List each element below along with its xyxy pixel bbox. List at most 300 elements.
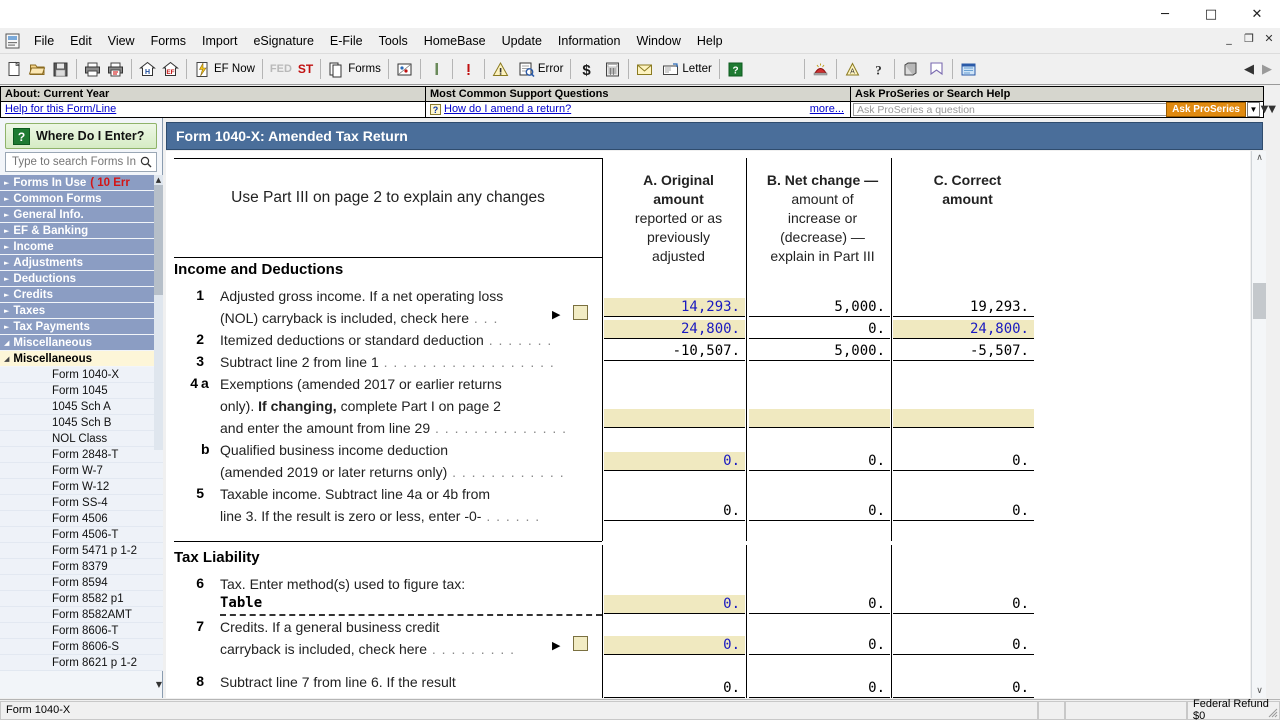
alarm-icon <box>812 61 829 78</box>
status-cell-2 <box>1038 701 1065 720</box>
svg-text:?: ? <box>875 62 882 77</box>
sidebar-category-ef-banking[interactable] <box>0 223 163 239</box>
toolbar-st-button[interactable] <box>295 56 316 82</box>
error-warning-icon <box>492 61 509 78</box>
sidebar-form-item[interactable]: Form 5471 p 1-2 <box>0 543 163 559</box>
forms-search-input[interactable] <box>10 155 138 169</box>
where-do-i-enter-wrap <box>0 118 162 152</box>
menu-item-file[interactable]: File <box>34 33 55 48</box>
toolbar-new-button[interactable] <box>3 56 26 82</box>
line-3-col-a-value[interactable]: -10,507. <box>604 342 745 361</box>
line-7-arrow-icon: ▶ <box>552 639 561 652</box>
sidebar-form-item[interactable]: Form 1045 <box>0 383 163 399</box>
sidebar-form-item[interactable]: Form 8621 p 1-2 <box>0 655 163 671</box>
toolbar-help-button[interactable] <box>867 56 890 82</box>
line-2-text-a: Itemized deductions or standard deduction <box>220 332 484 348</box>
where-do-i-enter-icon <box>727 61 744 78</box>
form-scroll-down-button[interactable]: ∨ <box>1256 686 1263 696</box>
toolbar-invoice-label: Letter <box>682 63 712 75</box>
status-form-name: Form 1040-X <box>0 701 1038 720</box>
mdi-close-button[interactable]: ✕ <box>1264 32 1274 45</box>
letter-envelope-icon <box>636 61 653 78</box>
sidebar-category-general-info[interactable] <box>0 207 163 223</box>
menu-item-efile[interactable]: E-File <box>329 33 363 48</box>
sidebar-scroll-down-button[interactable]: ▼ <box>155 680 162 689</box>
ask-proseries-input[interactable]: Ask ProSeries a question <box>853 103 1173 116</box>
line-4a-number: 4 <box>190 375 198 391</box>
line-3-col-c-value[interactable]: -5,507. <box>893 342 1034 361</box>
column-a-sub-1: reported or as <box>634 210 723 226</box>
menu-item-help[interactable]: Help <box>696 33 723 48</box>
nav-prev-button[interactable]: ◀ <box>1244 61 1254 77</box>
ask-proseries-panel <box>851 86 1264 118</box>
column-header-a <box>608 171 749 266</box>
line-7-credit-carryback-checkbox[interactable] <box>573 636 588 651</box>
toolbar-separator <box>952 59 953 79</box>
sidebar-form-item[interactable]: Form 8379 <box>0 559 163 575</box>
line-1-col-a-value[interactable]: 14,293. <box>604 298 745 317</box>
support-panel-title: Most Common Support Questions <box>426 87 850 102</box>
line-2-col-b-value[interactable]: 0. <box>749 320 890 339</box>
column-rule-a-right-2 <box>746 545 747 698</box>
toolbar-separator <box>804 59 805 79</box>
support-more-link[interactable]: more... <box>809 103 844 115</box>
sidebar-category-deductions[interactable] <box>0 271 163 287</box>
window-close-button[interactable]: ✕ <box>1251 6 1263 22</box>
toolbar-forms-label: Forms <box>348 63 381 75</box>
line-6-text-a: Tax. Enter method(s) used to figure tax: <box>220 576 466 592</box>
chevron-right-icon: ► <box>4 290 10 299</box>
line-8-text-a: Subtract line 7 from line 6. If the result <box>220 674 456 690</box>
svg-text:H: H <box>144 68 151 76</box>
sidebar-category-common-forms[interactable] <box>0 191 163 207</box>
column-header-b <box>752 171 893 266</box>
sidebar-where-do-i-enter-button[interactable] <box>5 123 157 149</box>
line-8-col-a-value[interactable]: 0. <box>604 679 745 698</box>
column-rule-a-left <box>602 158 603 541</box>
toolbar-separator <box>186 59 187 79</box>
sidebar-form-item[interactable]: Form 4506-T <box>0 527 163 543</box>
window-maximize-button[interactable]: □ <box>1204 6 1218 22</box>
open-folder-icon <box>29 61 46 78</box>
toolbar-flag-button[interactable] <box>425 56 448 82</box>
line-7-text-a: Credits. If a general business credit <box>220 619 440 635</box>
sidebar-form-item[interactable]: Form 1040-X <box>0 367 163 383</box>
mdi-window-controls <box>1222 32 1276 45</box>
line-4a-text-b: only). If changing, complete Part I on page 2 <box>220 398 501 414</box>
column-a-sub-3: adjusted <box>652 248 705 264</box>
menu-item-edit[interactable]: Edit <box>70 33 92 48</box>
column-header-c <box>897 171 1038 209</box>
column-a-title-1: A. Original <box>643 172 714 188</box>
where-do-i-enter-icon: ? <box>13 128 30 145</box>
amend-return-question-link[interactable]: How do I amend a return? <box>444 103 572 115</box>
status-federal-refund: Federal Refund $0 <box>1187 701 1280 720</box>
sidebar-form-item[interactable]: Form 4506 <box>0 511 163 527</box>
toolbar-summary-button[interactable] <box>575 56 601 82</box>
toolbar-error-button[interactable] <box>489 56 515 82</box>
print-preview-icon <box>107 61 124 78</box>
toolbar-separator <box>388 59 389 79</box>
line-5-text-a: Taxable income. Subtract line 4a or 4b from <box>220 486 491 502</box>
save-disk-icon <box>52 61 69 78</box>
line-4a-dots: . . . . . . . . . . . . . . <box>430 420 568 436</box>
menu-item-information[interactable]: Information <box>557 33 621 48</box>
help-question-icon <box>870 61 887 78</box>
line-4b-text <box>220 439 565 483</box>
about-panel-body <box>1 102 425 117</box>
toolbar-videos-button[interactable] <box>957 56 983 82</box>
line-6-text <box>220 573 465 595</box>
toolbar-ef-now-label: EF Now <box>214 63 255 75</box>
chevron-down-icon: ◢ <box>4 338 10 347</box>
line-1-col-c-value[interactable]: 19,293. <box>893 298 1034 317</box>
line-3-col-b-value[interactable]: 5,000. <box>749 342 890 361</box>
line-4a-text-c: and enter the amount from line 29 <box>220 420 431 436</box>
chevron-right-icon: ► <box>4 274 10 283</box>
toolbar-where-do-i-enter-button[interactable] <box>724 56 800 82</box>
ask-dropdown-icon[interactable]: ▼ <box>1247 102 1260 117</box>
svg-text:?: ? <box>732 65 739 76</box>
sidebar-form-item[interactable]: NOL Class <box>0 431 163 447</box>
column-b-sub-1: increase or <box>787 210 858 226</box>
toolbar-open-button[interactable] <box>26 56 49 82</box>
mdi-restore-button[interactable]: ❐ <box>1244 32 1254 45</box>
line-4b-col-b-value[interactable]: 0. <box>749 452 890 471</box>
window-controls <box>1142 0 1280 28</box>
review-icon <box>518 61 535 78</box>
toolbar-invoice-button[interactable] <box>659 56 714 82</box>
column-a-sub-2: previously <box>646 229 711 245</box>
sidebar-form-item[interactable]: Form SS-4 <box>0 495 163 511</box>
sidebar-category-label: Credits <box>13 288 54 301</box>
toolbar-separator <box>452 59 453 79</box>
toolbar-alarm-button[interactable] <box>809 56 832 82</box>
line-8-col-c-value[interactable]: 0. <box>893 679 1034 698</box>
line-5-col-b-value[interactable]: 0. <box>749 502 890 521</box>
chevron-right-icon: ► <box>4 258 10 267</box>
svg-text:EF: EF <box>166 68 175 76</box>
line-5-dots: . . . . . . <box>481 508 541 524</box>
toolbar-letter-button[interactable] <box>633 56 659 82</box>
form-scrollbar[interactable] <box>1251 151 1266 698</box>
sidebar-category-label: Taxes <box>13 304 46 317</box>
sidebar-category-label: Miscellaneous <box>13 336 93 349</box>
sidebar-category-label: Adjustments <box>13 256 84 269</box>
question-mark-icon: ? <box>430 104 441 115</box>
sidebar-category-label: General Info. <box>13 208 84 221</box>
help-for-form-line-link[interactable]: Help for this Form/Line <box>5 103 117 115</box>
toolbar-fed-button[interactable] <box>267 56 295 82</box>
line-7-col-a-value[interactable]: 0. <box>604 636 745 655</box>
flag-icon <box>428 61 445 78</box>
line-2-text <box>220 329 552 351</box>
line-5-text-b: line 3. If the result is zero or less, enter -0- <box>220 508 482 524</box>
line-1-arrow-icon: ▶ <box>552 308 561 321</box>
toolbar-separator <box>894 59 895 79</box>
sidebar-form-item[interactable]: Form 8582 p1 <box>0 591 163 607</box>
toolbar-separator <box>320 59 321 79</box>
sidebar-form-item[interactable]: Form 8582AMT <box>0 607 163 623</box>
info-panels-row <box>0 86 1280 118</box>
line-4b-text-a: Qualified business income deduction <box>220 442 449 458</box>
chevron-right-icon: ► <box>4 306 10 315</box>
line-3-text-a: Subtract line 2 from line 1 <box>220 354 379 370</box>
ask-panel-title: Ask ProSeries or Search Help <box>851 87 1263 102</box>
st-icon: ST <box>297 62 314 76</box>
menu-item-import[interactable]: Import <box>202 33 238 48</box>
forms-in-use-error-count: ( 10 Err <box>90 176 130 189</box>
status-cell-3 <box>1065 701 1187 720</box>
menu-item-view[interactable]: View <box>107 33 135 48</box>
sidebar-category-label: Common Forms <box>13 192 102 205</box>
line-1-text-a: Adjusted gross income. If a net operating loss <box>220 288 504 304</box>
sidebar-category-label: Deductions <box>13 272 77 285</box>
sidebar-scrollbar[interactable] <box>154 175 163 450</box>
forms-icon <box>328 61 345 78</box>
line-4b-col-c-value[interactable]: 0. <box>893 452 1034 471</box>
calculator-icon <box>604 61 621 78</box>
sidebar-subgroup-miscellaneous[interactable] <box>0 351 163 367</box>
toolbar-save-button[interactable] <box>49 56 72 82</box>
toolbar-separator <box>420 59 421 79</box>
toolbar-govt-instr-button[interactable] <box>841 56 867 82</box>
line-7-text <box>220 616 515 660</box>
panels-collapse-chevron-icon[interactable]: ▼▼ <box>1260 104 1276 115</box>
line-4a-col-c-value[interactable] <box>893 409 1034 428</box>
sidebar-form-item[interactable]: Form W-7 <box>0 463 163 479</box>
line-6-col-a-value[interactable]: 0. <box>604 595 745 614</box>
line-4a-col-b-value[interactable] <box>749 409 890 428</box>
line-7-number: 7 <box>196 618 204 634</box>
sidebar-category-credits[interactable] <box>0 287 163 303</box>
sidebar-form-item[interactable]: 1045 Sch A <box>0 399 163 415</box>
sidebar-category-label: Tax Payments <box>13 320 90 333</box>
chevron-right-icon: ► <box>4 226 10 235</box>
column-b-sub-3: explain in Part III <box>770 248 875 264</box>
form-canvas <box>166 151 1250 698</box>
sidebar-category-income[interactable] <box>0 239 163 255</box>
sidebar-category-label: EF & Banking <box>13 224 89 237</box>
sidebar-form-item[interactable]: Form 8606-T <box>0 623 163 639</box>
line-5-col-c-value[interactable]: 0. <box>893 502 1034 521</box>
chevron-right-icon: ► <box>4 322 10 331</box>
menu-item-esignature[interactable]: eSignature <box>253 33 314 48</box>
toolbar-homebase-button[interactable] <box>136 56 159 82</box>
line-4a-text-a: Exemptions (amended 2017 or earlier returns <box>220 376 502 392</box>
sidebar-scroll-up-button[interactable]: ▲ <box>155 176 162 184</box>
line-3-text <box>220 351 555 373</box>
sidebar-category-tax-payments[interactable] <box>0 319 163 335</box>
sidebar-scroll-thumb[interactable] <box>154 185 163 295</box>
line-1-text-b: (NOL) carryback is included, check here <box>220 310 469 326</box>
toolbar-navigation <box>1244 62 1280 77</box>
sidebar-category-label: Forms In Use <box>13 176 87 189</box>
column-b-title-1: B. Net change — <box>766 172 879 188</box>
toolbar-separator <box>836 59 837 79</box>
chevron-down-icon: ◢ <box>4 354 10 363</box>
form-scroll-up-button[interactable]: ∧ <box>1256 153 1263 163</box>
menu-bar <box>0 28 1280 53</box>
line-8-col-b-value[interactable]: 0. <box>749 679 890 698</box>
tax-import-icon <box>902 61 919 78</box>
sidebar-category-taxes[interactable] <box>0 303 163 319</box>
menu-item-update[interactable]: Update <box>501 33 542 48</box>
forms-search-wrap <box>0 152 162 176</box>
line-1-nol-checkbox[interactable] <box>573 305 588 320</box>
toolbar-tax-import-button[interactable] <box>899 56 925 82</box>
chevron-right-icon: ► <box>4 194 10 203</box>
homebase-icon <box>139 61 156 78</box>
line-5-col-a-value[interactable]: 0. <box>604 502 745 521</box>
sidebar-category-forms-in-use[interactable] <box>0 175 163 191</box>
menu-item-tools[interactable]: Tools <box>378 33 408 48</box>
toolbar-efile-homebase-button[interactable] <box>159 56 182 82</box>
line-7-dots: . . . . . . . . . <box>427 641 516 657</box>
toolbar-ef-now-button[interactable] <box>191 56 258 82</box>
toolbar-tag-button[interactable] <box>925 56 948 82</box>
efile-homebase-icon <box>162 61 179 78</box>
exclamation-icon <box>460 61 477 78</box>
line-5-number: 5 <box>196 485 204 501</box>
support-questions-panel <box>426 86 851 118</box>
line-3-number: 3 <box>196 353 204 369</box>
where-do-i-enter-label: Where Do I Enter? <box>36 129 145 143</box>
toolbar-print-preview-button[interactable] <box>104 56 127 82</box>
line-4a-col-a-value[interactable] <box>604 409 745 428</box>
line-5-text <box>220 483 540 527</box>
window-titlebar <box>0 0 1280 28</box>
support-panel-body <box>426 102 850 117</box>
section-title-tax-liability: Tax Liability <box>174 549 260 566</box>
toolbar-separator <box>76 59 77 79</box>
ef-now-icon <box>194 61 211 78</box>
sidebar-form-item[interactable]: 1045 Sch B <box>0 415 163 431</box>
search-icon[interactable] <box>140 156 152 168</box>
line-1-text <box>220 285 503 329</box>
tag-icon <box>928 61 945 78</box>
svg-text:$: $ <box>582 61 592 79</box>
ask-panel-body <box>851 102 1263 117</box>
form-scroll-thumb[interactable] <box>1253 283 1266 319</box>
section-title-income-deductions: Income and Deductions <box>174 261 344 278</box>
form-header-title: Form 1040-X: Amended Tax Return <box>166 122 1263 150</box>
toolbar-calculator-button[interactable] <box>601 56 624 82</box>
new-document-icon <box>6 61 23 78</box>
line-4b-subletter: b <box>201 441 210 457</box>
line-2-number: 2 <box>196 331 204 347</box>
column-c-title-2: amount <box>942 191 993 207</box>
sidebar-form-item[interactable]: Form W-12 <box>0 479 163 495</box>
nav-next-button[interactable]: ▶ <box>1262 61 1272 77</box>
toolbar-review-button[interactable] <box>515 56 567 82</box>
column-c-title-1: C. Correct <box>933 172 1002 188</box>
toolbar-print-button[interactable] <box>81 56 104 82</box>
invoice-icon <box>662 61 679 78</box>
toolbar-separator <box>570 59 571 79</box>
sidebar-form-item[interactable]: Form 8594 <box>0 575 163 591</box>
toolbar-separator <box>262 59 263 79</box>
line-2-col-a-value[interactable]: 24,800. <box>604 320 745 339</box>
sidebar-form-item[interactable]: Form 8606-S <box>0 639 163 655</box>
sidebar-category-adjustments[interactable] <box>0 255 163 271</box>
line-4b-dots: . . . . . . . . . . . . <box>447 464 565 480</box>
summary-dollar-icon <box>578 61 595 78</box>
line-2-dots: . . . . . . . <box>483 332 553 348</box>
line-3-dots: . . . . . . . . . . . . . . . . . . <box>378 354 555 370</box>
chevron-right-icon: ► <box>4 242 10 251</box>
section-divider <box>174 541 602 542</box>
svg-text:A: A <box>849 68 855 75</box>
column-b-title-2: amount of <box>791 191 854 207</box>
main-toolbar <box>0 53 1280 85</box>
sidebar-form-item[interactable]: Form 2848-T <box>0 447 163 463</box>
about-panel-title: About: Current Year <box>1 87 425 102</box>
videos-icon <box>960 61 977 78</box>
line-4b-text-b: (amended 2019 or later returns only) <box>220 464 448 480</box>
forms-search-box[interactable] <box>5 152 157 172</box>
line-7-col-b-value[interactable]: 0. <box>749 636 890 655</box>
toolbar-review-label: Error <box>537 63 564 75</box>
forms-sidebar <box>0 118 163 698</box>
column-rule-b-right-2 <box>891 545 892 698</box>
line-1-number: 1 <box>196 287 204 303</box>
fed-icon: FED <box>269 63 292 75</box>
line-4a-text <box>220 373 567 439</box>
resize-grip-icon[interactable] <box>1266 706 1278 718</box>
toolbar-separator <box>484 59 485 79</box>
line-1-dots: . . . <box>469 310 499 326</box>
column-b-sub-2: (decrease) — <box>780 229 865 245</box>
line-6-col-c-value[interactable]: 0. <box>893 595 1034 614</box>
toolbar-separator <box>628 59 629 79</box>
toolbar-bank-products-button[interactable] <box>393 56 416 82</box>
status-bar <box>0 699 1280 720</box>
line-6-col-b-value[interactable]: 0. <box>749 595 890 614</box>
app-logo-icon <box>4 32 22 50</box>
line-7-text-b: carryback is included, check here <box>220 641 427 657</box>
menu-item-window[interactable]: Window <box>636 33 681 48</box>
line-4b-col-a-value[interactable]: 0. <box>604 452 745 471</box>
menu-item-forms[interactable]: Forms <box>150 33 186 48</box>
toolbar-exclamation-button[interactable] <box>457 56 480 82</box>
form-sheet <box>174 151 1194 698</box>
chevron-right-icon: ► <box>4 210 10 219</box>
sidebar-subgroup-label: Miscellaneous <box>13 352 93 365</box>
column-rule-a-left-2 <box>602 545 603 698</box>
about-panel <box>0 86 426 118</box>
chevron-right-icon: ► <box>4 178 10 187</box>
menu-item-homebase[interactable]: HomeBase <box>423 33 486 48</box>
toolbar-separator <box>131 59 132 79</box>
mdi-minimize-button[interactable]: _ <box>1226 32 1232 45</box>
toolbar-separator <box>719 59 720 79</box>
line-7-col-c-value[interactable]: 0. <box>893 636 1034 655</box>
line-6-method-field[interactable]: Table <box>220 595 263 611</box>
sidebar-category-miscellaneous[interactable] <box>0 335 163 351</box>
line-4a-subletter: a <box>201 375 209 391</box>
line-8-number: 8 <box>196 673 204 689</box>
forms-tree <box>0 175 163 698</box>
sidebar-category-label: Income <box>13 240 54 253</box>
window-minimize-button[interactable]: ─ <box>1161 6 1169 22</box>
line-2-col-c-value[interactable]: 24,800. <box>893 320 1034 339</box>
ask-proseries-button[interactable]: Ask ProSeries <box>1166 102 1246 117</box>
line-1-col-b-value[interactable]: 5,000. <box>749 298 890 317</box>
bank-products-icon <box>396 61 413 78</box>
toolbar-forms-button[interactable] <box>325 56 384 82</box>
line-6-number: 6 <box>196 575 204 591</box>
